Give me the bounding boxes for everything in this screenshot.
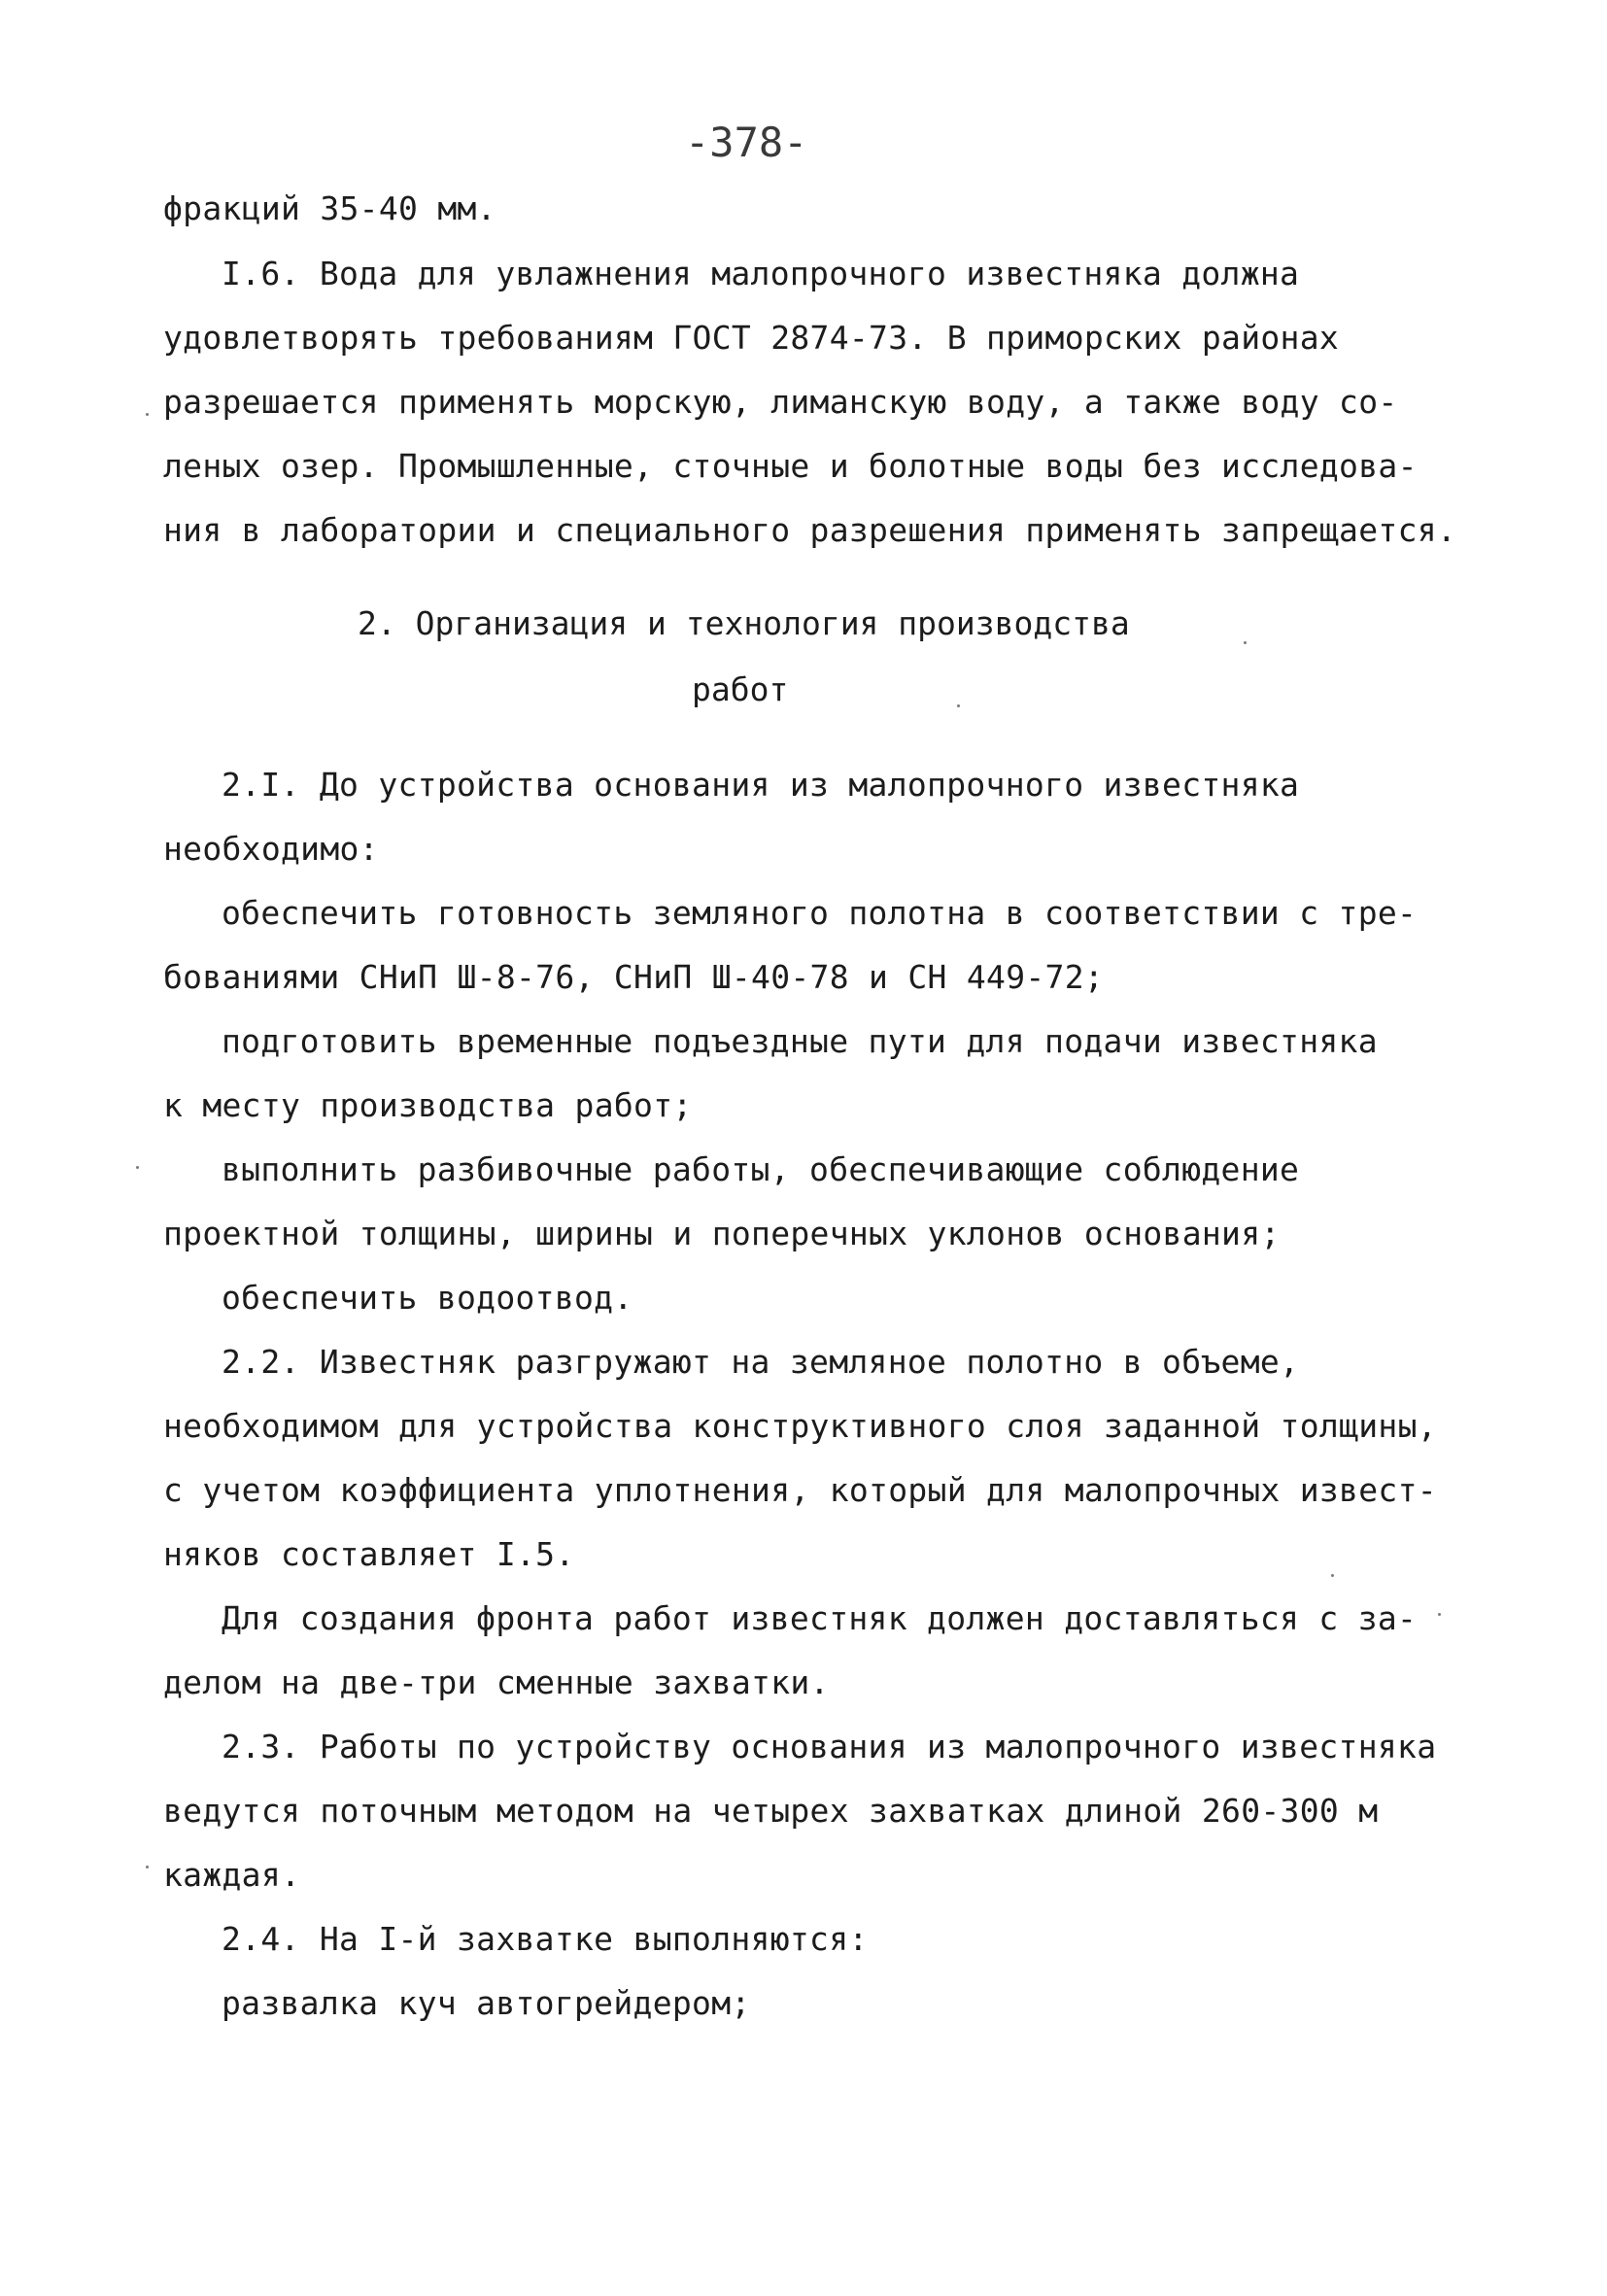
text-line: 2.2. Известняк разгружают на земляное полотно в объеме,: [222, 1343, 1300, 1381]
scan-speck: [1438, 1613, 1441, 1616]
scan-speck: [136, 1166, 139, 1169]
text-line: удовлетворять требованиям ГОСТ 2874-73. В приморских районах: [163, 319, 1340, 357]
scan-speck: [1244, 641, 1247, 644]
text-line: обеспечить готовность земляного полотна в соответствии с тре-: [222, 894, 1418, 932]
text-line: Для создания фронта работ известняк должен доставляться с за-: [222, 1599, 1418, 1637]
scan-speck: [957, 704, 960, 707]
text-line: делом на две-три сменные захватки.: [163, 1663, 830, 1701]
text-line: подготовить временные подъездные пути для подачи известняка: [222, 1022, 1378, 1060]
text-line: необходимо:: [163, 830, 379, 868]
text-line: обеспечить водоотвод.: [222, 1279, 633, 1317]
text-line: фракций 35-40 мм.: [163, 189, 496, 227]
text-line: разрешается применять морскую, лиманскую воду, а также воду со-: [163, 383, 1398, 421]
text-line: I.6. Вода для увлажнения малопрочного известняка должна: [222, 255, 1300, 292]
text-line: 2.I. До устройства основания из малопрочного известняка: [222, 766, 1300, 804]
scan-speck: [146, 1866, 149, 1868]
page-number: -378-: [685, 119, 808, 166]
text-line: бованиями СНиП Ш-8-76, СНиП Ш-40-78 и СН 449-72;: [163, 958, 1105, 996]
text-line: ния в лаборатории и специального разрешения применять запрещается.: [163, 511, 1457, 549]
text-line: проектной толщины, ширины и поперечных уклонов основания;: [163, 1215, 1281, 1252]
section-heading-line2: работ: [692, 670, 789, 708]
text-line: с учетом коэффициента уплотнения, который для малопрочных извест-: [163, 1471, 1437, 1509]
scan-speck: [1331, 1574, 1334, 1577]
text-line: необходимом для устройства конструктивного слоя заданной толщины,: [163, 1407, 1437, 1445]
scan-speck: [146, 413, 149, 416]
text-line: выполнить разбивочные работы, обеспечивающие соблюдение: [222, 1150, 1300, 1188]
text-line: к месту производства работ;: [163, 1086, 693, 1124]
text-line: развалка куч автогрейдером;: [222, 1984, 751, 2022]
section-heading-line1: 2. Организация и технология производства: [358, 604, 1130, 642]
text-line: каждая.: [163, 1856, 301, 1894]
text-line: 2.3. Работы по устройству основания из малопрочного известняка: [222, 1728, 1437, 1765]
text-line: няков составляет I.5.: [163, 1535, 575, 1573]
text-line: ведутся поточным методом на четырех захватках длиной 260-300 м: [163, 1792, 1379, 1830]
text-line: 2.4. На I-й захватке выполняются:: [222, 1920, 869, 1958]
text-line: леных озер. Промышленные, сточные и болотные воды без исследова-: [163, 447, 1418, 485]
